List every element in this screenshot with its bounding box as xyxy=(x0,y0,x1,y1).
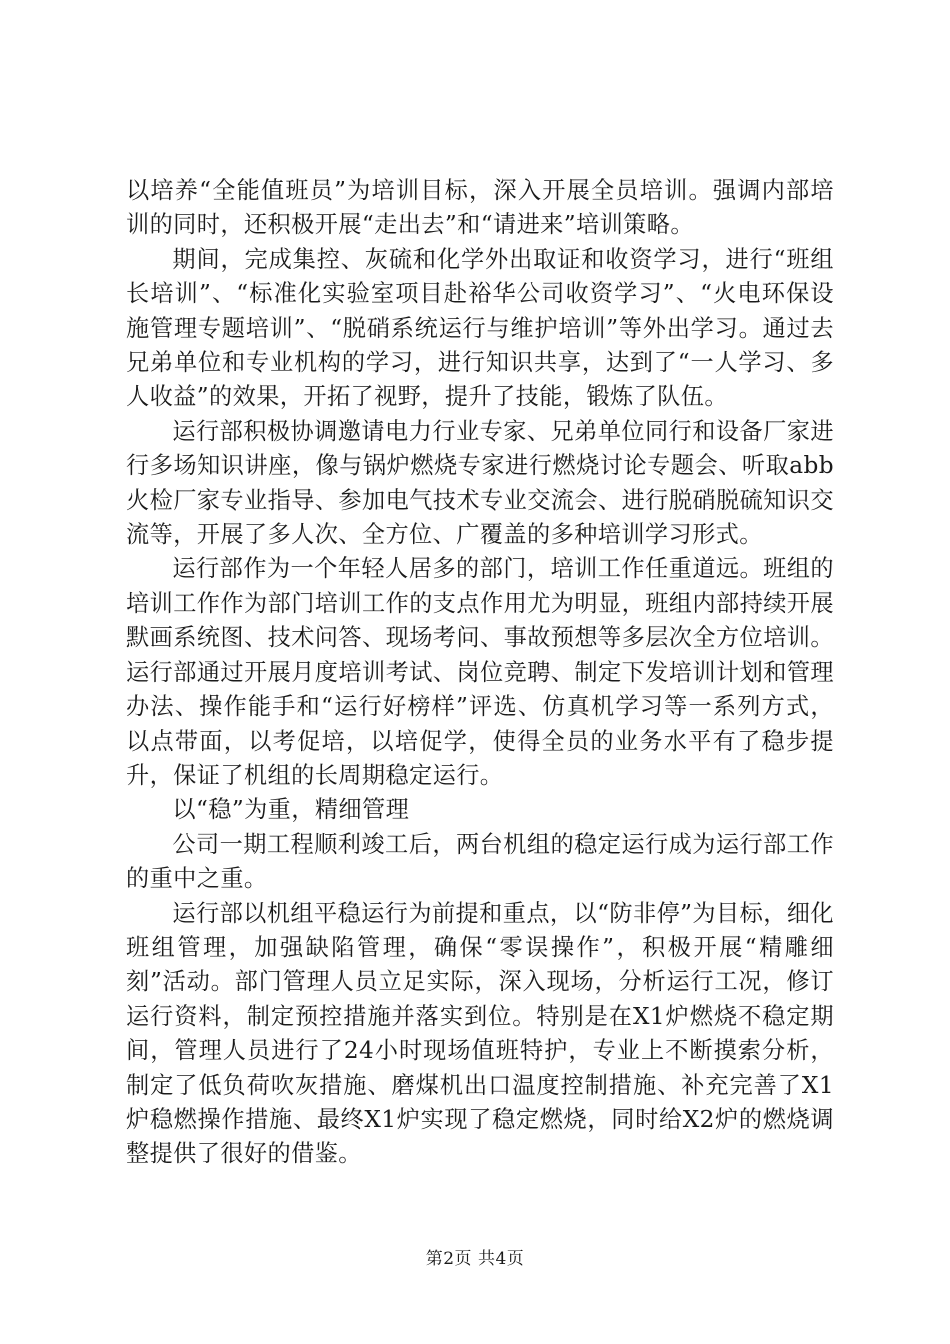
page-footer: 第2页 共4页 xyxy=(425,1249,525,1269)
paragraph-1: 以培养“全能值班员”为培训目标，深入开展全员培训。强调内部培训的同时，还积极开展“走出去”和“请进来”培训策略。 xyxy=(126,177,834,239)
section-heading: 以“稳”为重，精细管理 xyxy=(172,796,410,824)
paragraph-6: 运行部以机组平稳运行为前提和重点，以“防非停”为目标，细化班组管理，加强缺陷管理，确保“零误操作”，积极开展“精雕细刻”活动。部门管理人员立足实际，深入现场，分析运行工况，修订运行资料，制定预控措施并落实到位。特别是在X1炉燃烧不稳定期间，管理人员进行了24小时现场值班特护，专业上不断摸索分析，制定了低负荷吹灰措施、磨煤机出口温度控制措施、补充完善了X1炉稳燃操作措施、最终X1炉实现了稳定燃烧，同时给X2炉的燃烧调整提供了很好的借鉴。 xyxy=(126,899,834,1168)
paragraph-4: 运行部作为一个年轻人居多的部门，培训工作任重道远。班组的培训工作作为部门培训工作的支点作用尤为明显，班组内部持续开展默画系统图、技术问答、现场考问、事故预想等多层次全方位培训。运行部通过开展月度培训考试、岗位竞聘、制定下发培训计划和管理办法、操作能手和“运行好榜样”评选、仿真机学习等一系列方式，以点带面，以考促培，以培促学，使得全员的业务水平有了稳步提升，保证了机组的长周期稳定运行。 xyxy=(126,555,834,789)
paragraph-2: 期间，完成集控、灰硫和化学外出取证和收资学习，进行“班组长培训”、“标准化实验室项目赴裕华公司收资学习”、“火电环保设施管理专题培训”、“脱硝系统运行与维护培训”等外出学习。通过去兄弟单位和专业机构的学习，进行知识共享，达到了“一人学习、多人收益”的效果，开拓了视野，提升了技能，锻炼了队伍。 xyxy=(126,245,834,411)
paragraph-5: 公司一期工程顺利竣工后，两台机组的稳定运行成为运行部工作的重中之重。 xyxy=(126,830,834,893)
document-body xyxy=(126,174,834,1172)
paragraph-3: 运行部积极协调邀请电力行业专家、兄弟单位同行和设备厂家进行多场知识讲座，像与锅炉燃烧专家进行燃烧讨论专题会、听取abb火检厂家专业指导、参加电气技术专业交流会、进行脱硝脱硫知识交流等，开展了多人次、全方位、广覆盖的多种培训学习形式。 xyxy=(126,417,834,549)
